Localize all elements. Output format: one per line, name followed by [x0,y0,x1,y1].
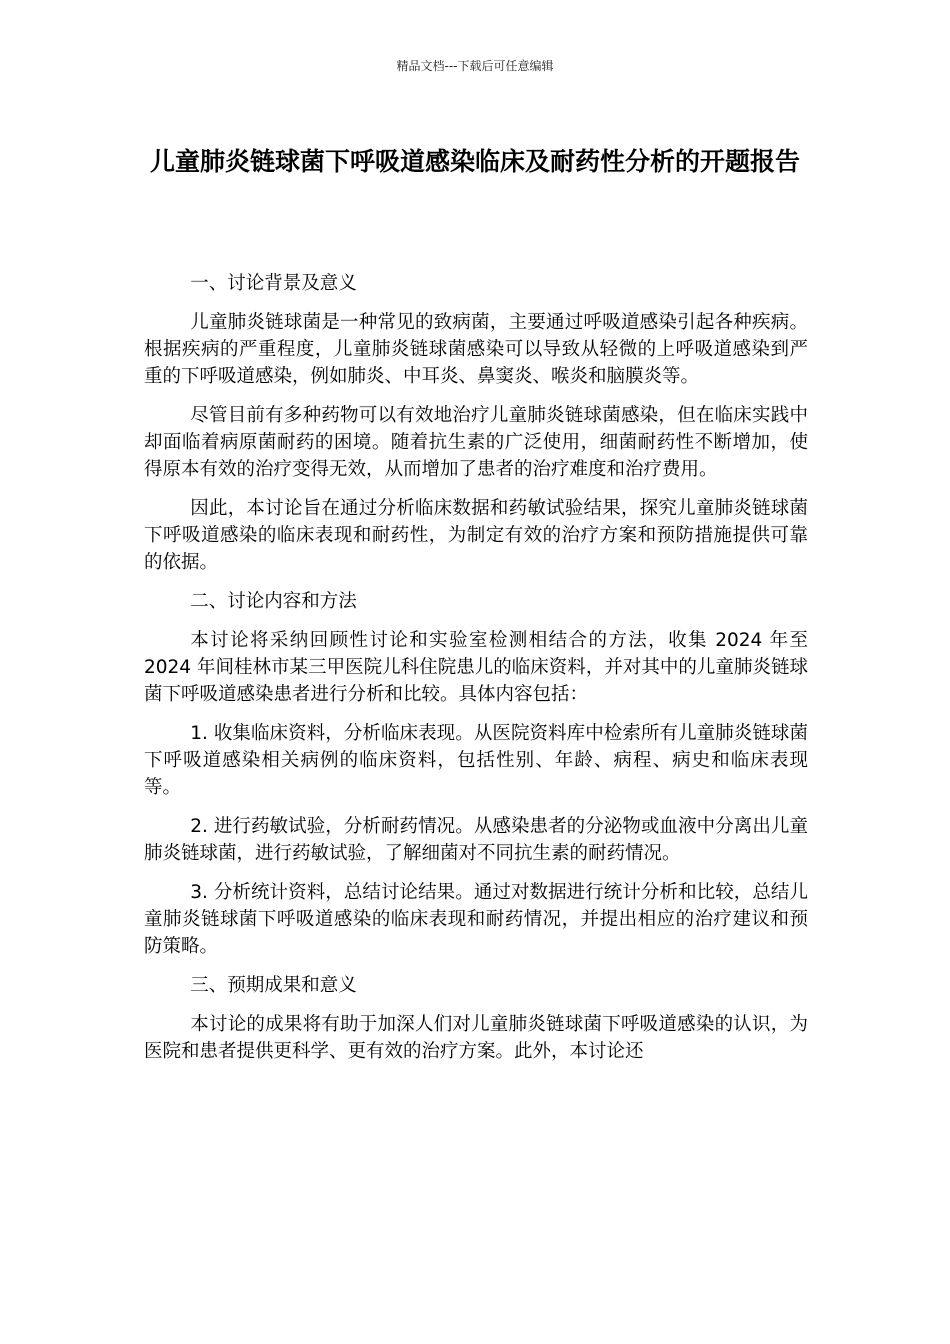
paragraph: 本讨论将采纳回顾性讨论和实验室检测相结合的方法，收集 2024 年至 2024 年间桂林市某三甲医院儿科住院患儿的临床资料，并对其中的儿童肺炎链球菌下呼吸道感染患者进行分析和比较。具体内容包括： [144,630,808,705]
list-item: 1. 收集临床资料，分析临床表现。从医院资料库中检索所有儿童肺炎链球菌下呼吸道感染相关病例的临床资料，包括性别、年龄、病程、病史和临床表现等。 [144,723,808,798]
paragraph: 本讨论的成果将有助于加深人们对儿童肺炎链球菌下呼吸道感染的认识，为医院和患者提供更科学、更有效的治疗方案。此外，本讨论还 [144,1014,808,1062]
list-item: 2. 进行药敏试验，分析耐药情况。从感染患者的分泌物或血液中分离出儿童肺炎链球菌，进行药敏试验，了解细菌对不同抗生素的耐药情况。 [144,816,808,864]
paragraph: 儿童肺炎链球菌是一种常见的致病菌，主要通过呼吸道感染引起各种疾病。根据疾病的严重程度，儿童肺炎链球菌感染可以导致从轻微的上呼吸道感染到严重的下呼吸道感染，例如肺炎、中耳炎、鼻窦炎、喉炎和脑膜炎等。 [144,312,808,387]
paragraph: 因此，本讨论旨在通过分析临床数据和药敏试验结果，探究儿童肺炎链球菌下呼吸道感染的临床表现和耐药性，为制定有效的治疗方案和预防措施提供可靠的依据。 [144,498,808,573]
document-title: 儿童肺炎链球菌下呼吸道感染临床及耐药性分析的开题报告 [149,147,800,176]
section-heading-methods: 二、讨论内容和方法 [190,591,357,612]
document-body [144,270,808,1077]
header-note: 精品文档---下载后可任意编辑 [396,59,554,73]
section-heading-outcomes: 三、预期成果和意义 [190,975,357,996]
section-heading-background: 一、讨论背景及意义 [190,273,357,294]
paragraph: 尽管目前有多种药物可以有效地治疗儿童肺炎链球菌感染，但在临床实践中却面临着病原菌耐药的困境。随着抗生素的广泛使用，细菌耐药性不断增加，使得原本有效的治疗变得无效，从而增加了患者的治疗难度和治疗费用。 [144,405,808,480]
list-item: 3. 分析统计资料，总结讨论结果。通过对数据进行统计分析和比较，总结儿童肺炎链球菌下呼吸道感染的临床表现和耐药情况，并提出相应的治疗建议和预防策略。 [144,882,808,957]
